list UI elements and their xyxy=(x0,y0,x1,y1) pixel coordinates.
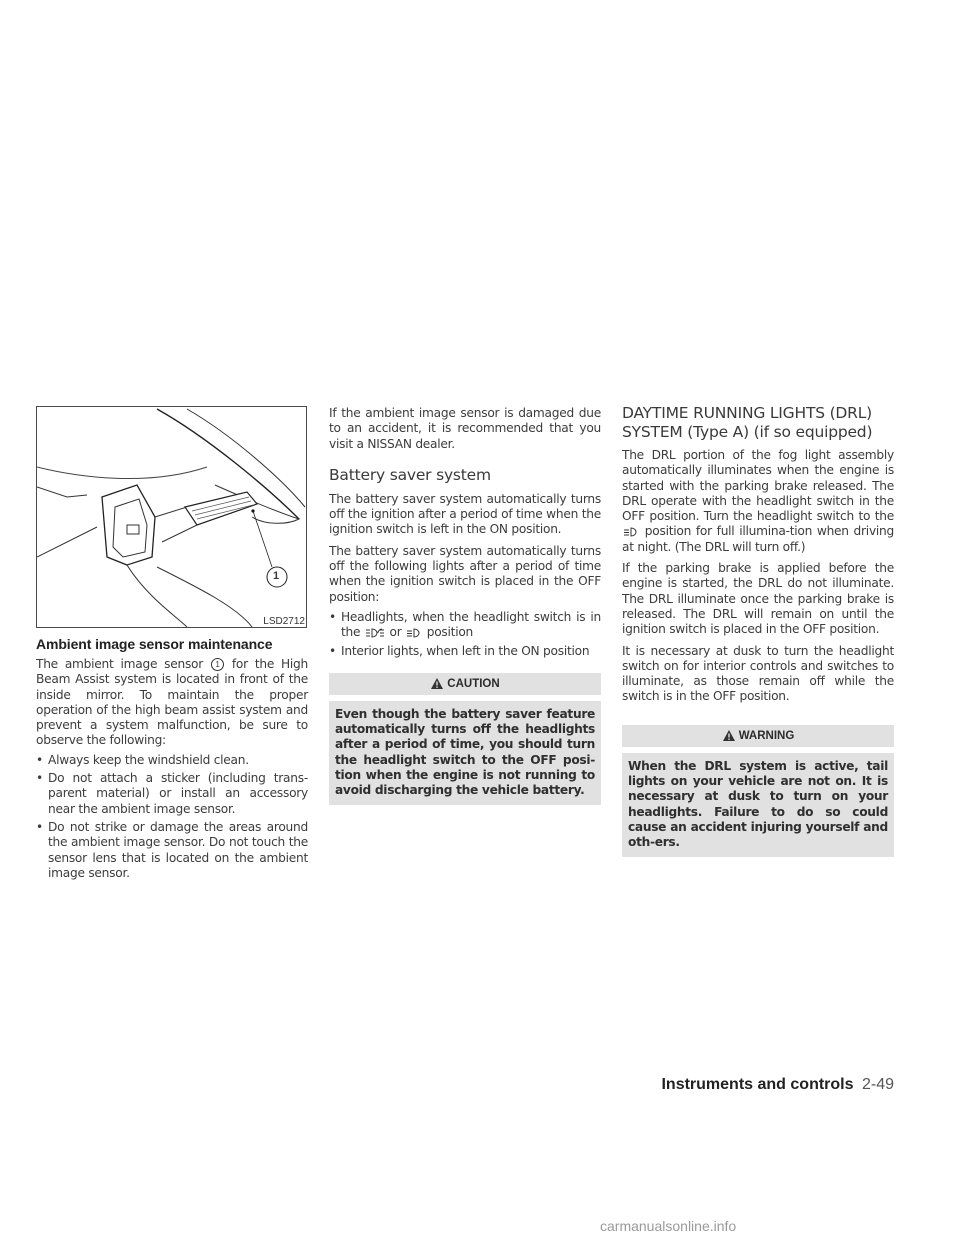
battery-saver-para2: The battery saver system automatically turns off the following lights after a period of time when the ignition switch is placed in the OFF position: xyxy=(329,543,601,604)
warning-header xyxy=(622,725,894,747)
maintenance-list xyxy=(36,753,308,881)
middle-column xyxy=(329,406,601,805)
warning-box xyxy=(622,725,894,857)
left-column xyxy=(36,636,308,884)
page-footer xyxy=(661,1076,894,1094)
drl-para2: If the parking brake is applied before the engine is started, the DRL do not illuminate. The DRL illuminate once the parking brake is released. The DRL will remain on until the ignition switch is placed in the OFF position. xyxy=(622,561,894,637)
list-item: • Do not attach a sticker (including trans-parent material) or install an accessory near the ambient image sensor. xyxy=(36,771,308,817)
list-item xyxy=(329,610,601,641)
bullet-text-post: position xyxy=(426,625,474,640)
damage-paragraph: If the ambient image sensor is damaged due to an accident, it is recommended that you visit a NISSAN dealer. xyxy=(329,406,601,451)
footer-section-title: Instruments and controls xyxy=(661,1076,854,1093)
warning-label: WARNING xyxy=(738,729,795,742)
drl-para1 xyxy=(622,448,894,555)
drl-para3: It is necessary at dusk to turn the headlight switch on for interior controls and switches to illuminate, as those remain off while the switch is in the OFF position. xyxy=(622,643,894,704)
caution-label: CAUTION xyxy=(447,677,500,690)
caution-header xyxy=(329,673,601,695)
drl-para1-post: position for full illumina-tion when driving at night. (The DRL will turn off.) xyxy=(622,524,895,554)
battery-saver-para1: The battery saver system automatically turns off the ignition after a period of time when the ignition switch is left in the ON position. xyxy=(329,491,601,537)
list-item: • Do not strike or damage the areas around the ambient image sensor. Do not touch the sensor lens that is located on the ambient image sensor. xyxy=(36,820,308,881)
figure-callout-number: 1 xyxy=(273,570,280,582)
heading-battery-saver: Battery saver system xyxy=(329,465,491,484)
headlight-icon xyxy=(407,628,421,638)
figure-code: LSD2712 xyxy=(263,616,305,627)
heading-drl xyxy=(622,404,894,442)
intro-text-pre: The ambient image sensor xyxy=(36,657,204,671)
headlight-icon xyxy=(624,527,638,537)
caution-box xyxy=(329,673,601,805)
list-item: • Interior lights, when left in the ON position xyxy=(329,644,601,659)
battery-saver-list xyxy=(329,610,601,659)
parking-light-icon xyxy=(366,628,384,638)
watermark: carmanualsonline.info xyxy=(600,1218,737,1234)
list-item: • Always keep the windshield clean. xyxy=(36,753,308,768)
warning-triangle-icon xyxy=(430,677,444,690)
warning-text: When the DRL system is active, tail lights on your vehicle are not on. It is necessary at dusk to turn on your headlights. Failure to do so could cause an accident injuring yourself and oth-ers. xyxy=(622,753,894,857)
page-number: 2-49 xyxy=(861,1076,894,1093)
heading-drl-line1: DAYTIME RUNNING LIGHTS (DRL) xyxy=(622,404,873,422)
drl-para1-pre: The DRL portion of the fog light assembly automatically illuminates when the engine is started with the parking brake released. The DRL operate with the headlight switch in the OFF position. Turn the headlight switch to the xyxy=(622,448,894,524)
sensor-figure xyxy=(36,406,307,628)
warning-triangle-icon xyxy=(722,729,736,742)
intro-text-post: for the High Beam Assist system is located in front of the inside mirror. To maintain the proper operation of the high beam assist system and prevent a system malfunction, be sure to observe the following: xyxy=(36,657,309,748)
caution-text: Even though the battery saver feature automatically turns off the headlights after a period of time, you should turn the headlight switch to the OFF posi-tion when the engine is not running to avoid discharging the vehicle battery. xyxy=(329,701,601,805)
heading-ambient-sensor: Ambient image sensor maintenance xyxy=(36,636,273,652)
sensor-illustration xyxy=(37,407,306,627)
bullet-text-pre: Headlights, when the headlight switch is in the xyxy=(341,609,601,640)
bullet-text-mid: or xyxy=(389,625,402,640)
heading-drl-line2: SYSTEM (Type A) (if so equipped) xyxy=(622,423,873,441)
ambient-sensor-intro xyxy=(36,657,308,749)
reference-number: 1 xyxy=(211,658,224,671)
right-column xyxy=(622,404,894,857)
